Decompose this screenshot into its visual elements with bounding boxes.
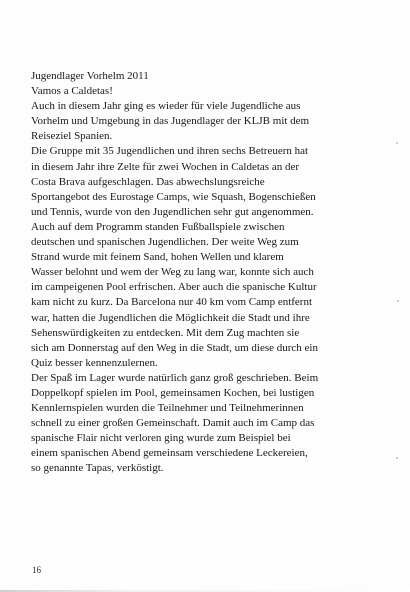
text-line: Doppelkopf spielen im Pool, gemeinsamen Kochen, bei lustigen [31,386,315,399]
scan-speck [396,457,398,459]
article-title: Jugendlager Vorhelm 2011 [31,70,149,82]
text-line: Quiz besser kennenzulernen. [31,356,158,369]
text-line: Strand wurde mit feinem Sand, hohen Wellen und klarem [31,251,284,264]
scan-speck [397,300,399,302]
text-line: im campeigenen Pool erfrischen. Aber auch die spanische Kultur [31,281,317,294]
text-line: kam nicht zu kurz. Da Barcelona nur 40 km vom Camp entfernt [31,296,313,309]
text-line: spanische Flair nicht verloren ging wurde zum Beispiel bei [31,432,291,445]
page-number: 16 [32,565,41,575]
text-line: Sportangebot des Eurostage Camps, wie Squash, Bogenschießen [31,190,316,203]
text-line: so genannte Tapas, verköstigt. [31,462,164,475]
text-line: sich am Donnerstag auf den Weg in die Stadt, um diese durch ein [31,341,318,354]
text-line: in diesem Jahr ihre Zelte für zwei Wochen in Caldetas an der [31,160,300,173]
text-line: einem spanischen Abend gemeinsam verschiedene Leckereien, [31,447,308,460]
article-subtitle: Vamos a Caldetas! [31,85,113,98]
text-line: Die Gruppe mit 35 Jugendlichen und ihren sechs Betreuern hat [31,145,309,158]
article-body [31,69,391,477]
text-line: Costa Brava aufgeschlagen. Das abwechslungsreiche [31,175,265,188]
text-line: Wasser belohnt und wem der Weg zu lang war, konnte sich auch [31,266,314,279]
text-line: Vorhelm und Umgebung in das Jugendlager der KLJB mit dem [31,115,310,128]
text-line: Der Spaß im Lager wurde natürlich ganz groß geschrieben. Beim [31,371,319,384]
text-line: Auch in diesem Jahr ging es wieder für viele Jugendliche aus [31,100,301,113]
scan-speck [396,142,398,144]
text-line: Sehenswürdigkeiten zu entdecken. Mit dem Zug machten sie [31,326,300,339]
text-line: schnell zu einer großen Gemeinschaft. Damit auch im Camp das [31,417,315,430]
text-line: Auch auf dem Programm standen Fußballspiele zwischen [31,220,285,233]
text-line: war, hatten die Jugendlichen die Möglichkeit die Stadt und ihre [31,311,310,324]
text-line: Kennlernspielen wurden die Teilnehmer und Teilnehmerinnen [31,402,304,415]
text-line: deutschen und spanischen Jugendlichen. Der weite Weg zum [31,236,299,249]
text-line: und Tennis, wurde von den Jugendlichen sehr gut angenommen. [31,205,314,218]
text-line: Reiseziel Spanien. [31,130,113,143]
